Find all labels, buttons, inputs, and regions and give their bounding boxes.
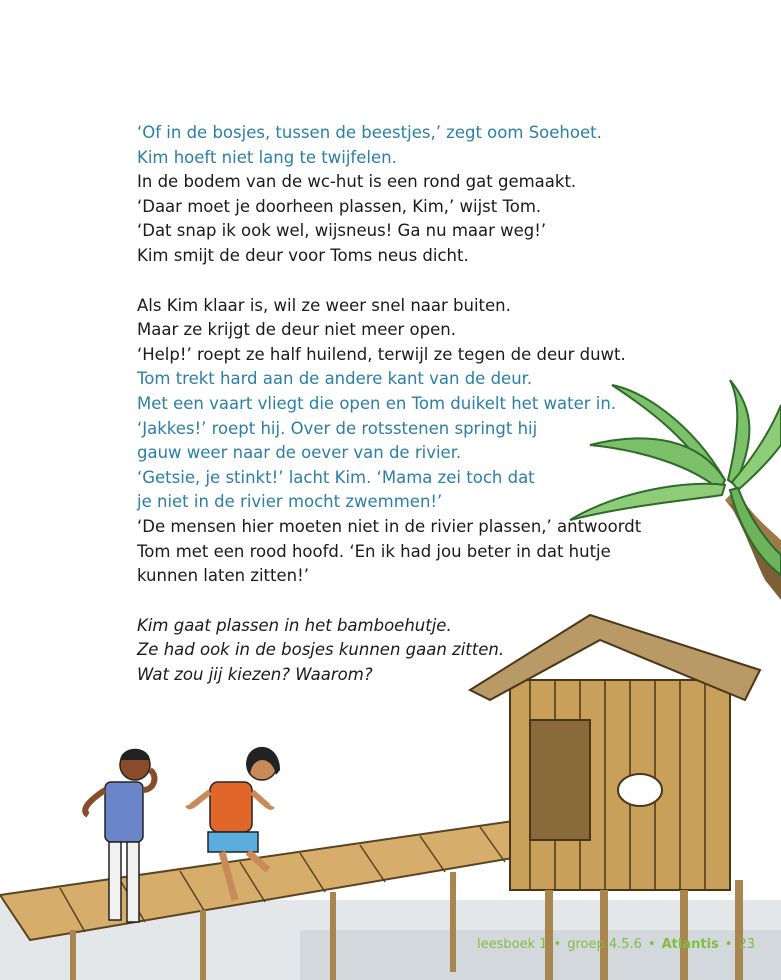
story-paragraph-1 [137,121,657,269]
story-line: In de bodem van de wc-hut is een rond gat gemaakt. [137,172,577,192]
story-line: ‘Help!’ roept ze half huilend, terwijl ze tegen de deur duwt. [137,344,626,364]
page-number: 23 [738,937,755,952]
footer-book: leesboek 1 [477,937,548,952]
footer-separator: • [553,937,562,952]
reading-questions [137,614,657,688]
story-line: ‘Dat snap ik ook wel, wijsneus! Ga nu maar weg!’ [137,221,547,241]
paragraph-gap [137,589,657,614]
story-line: Tom met een rood hoofd. ‘En ik had jou beter in dat hutje [137,541,611,561]
story-paragraph-2 [137,294,657,589]
story-line: kunnen laten zitten!’ [137,566,309,586]
story-line: Kim hoeft niet lang te twijfelen. [137,147,397,167]
story-line: ‘De mensen hier moeten niet in de rivier plassen,’ antwoordt [137,516,642,536]
story-line: gauw weer naar de oever van de rivier. [137,443,462,463]
question-line: Kim gaat plassen in het bamboehutje. [137,615,452,635]
paragraph-gap [137,269,657,294]
story-text [137,121,657,687]
footer-separator: • [724,937,733,952]
story-line: ‘Getsie, je stinkt!’ lacht Kim. ‘Mama zei toch dat [137,467,535,487]
question-line: Ze had ook in de bosjes kunnen gaan zitten. [137,640,505,660]
story-line: Kim smijt de deur voor Toms neus dicht. [137,245,469,265]
story-line: Maar ze krijgt de deur niet meer open. [137,320,456,340]
page-footer [477,937,755,952]
story-line: ‘Jakkes!’ roept hij. Over de rotsstenen springt hij [137,418,538,438]
footer-separator: • [647,937,656,952]
story-line: je niet in de rivier mocht zwemmen!’ [137,492,443,512]
story-line: Met een vaart vliegt die open en Tom duikelt het water in. [137,393,617,413]
footer-group: groep 4.5.6 [567,937,642,952]
story-line: ‘Daar moet je doorheen plassen, Kim,’ wijst Tom. [137,196,542,216]
story-line: Tom trekt hard aan de andere kant van de deur. [137,369,533,389]
question-line: Wat zou jij kiezen? Waarom? [137,664,373,684]
footer-brand: Atlantis [661,937,719,952]
story-line: Als Kim klaar is, wil ze weer snel naar buiten. [137,295,511,315]
story-line: ‘Of in de bosjes, tussen de beestjes,’ zegt oom Soehoet. [137,123,602,142]
